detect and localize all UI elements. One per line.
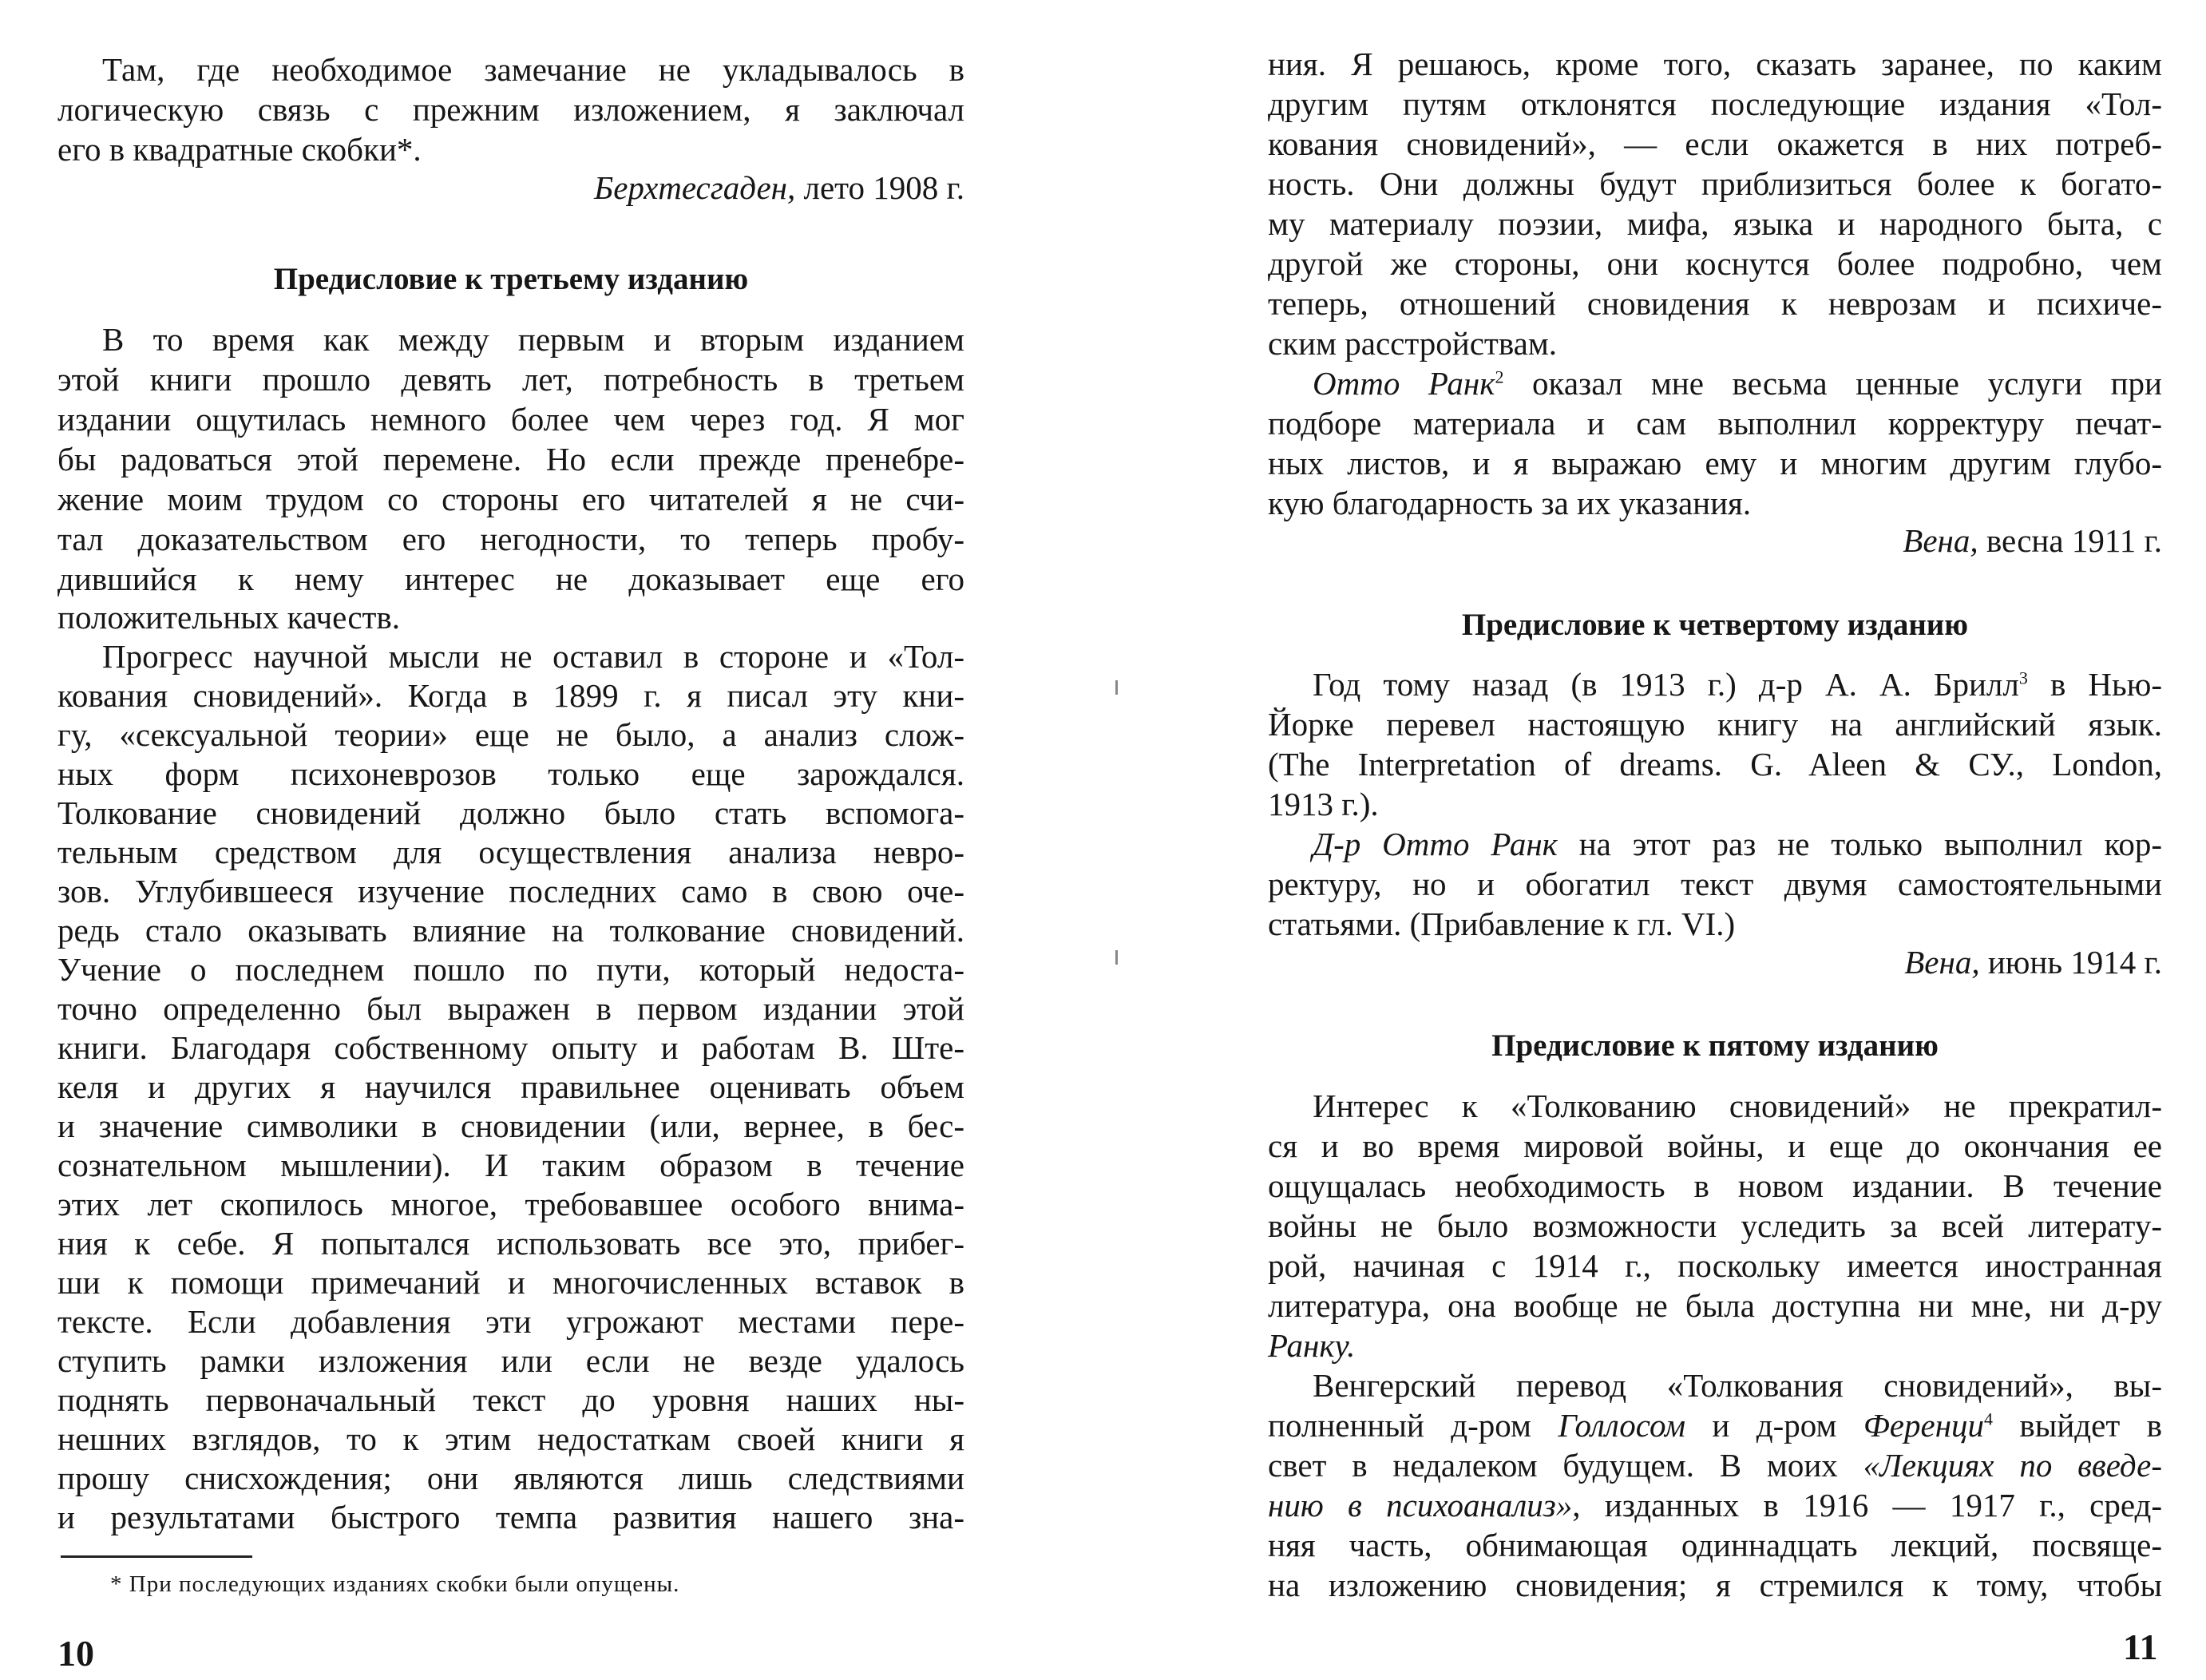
text-line: му материалу поэзии, мифа, языка и народного быта, с [1268,205,2162,242]
person-name: Ференци [1863,1407,1985,1444]
text-line: книги. Благодаря собственному опыту и работам В. Ште- [57,1029,964,1066]
text-line: ность. Они должны будут приблизиться более к богато- [1268,165,2162,202]
text-line: и результатами быстрого темпа развития нашего зна- [57,1499,964,1535]
text-line: положительных качеств. [57,599,401,636]
text-line: статьями. (Прибавление к гл. VI.) [1268,905,1736,942]
text-line: ши к помощи примечаний и многочисленных вставок в [57,1264,964,1301]
text-line: ния к себе. Я попытался использовать все это, прибег- [57,1225,964,1262]
page-number: 11 [2123,1627,2158,1667]
book-title: «Лекциях по введе- [1863,1447,2162,1484]
text-line: другой же стороны, они коснутся более подробно, чем [1268,245,2162,282]
footnote: * При последующих изданиях скобки были опущены. [110,1571,680,1597]
text-line: жение моим трудом со стороны его читателей я не счи- [57,481,964,517]
signature-place: Берхтесгаден, [594,169,796,206]
text-line: ных форм психоневрозов только еще зарождался. [57,755,964,792]
text-line: няя часть, обнимающая одиннадцать лекций, посвяще- [1268,1527,2162,1563]
text-line: его в квадратные скобки*. [57,131,422,168]
text-line: теперь, отношений сновидения к неврозам и психиче- [1268,285,2162,322]
text-line [1313,824,2162,864]
text-line: ощущалась необходимость в новом издании. В течение [1268,1167,2162,1204]
text-line: 1913 г.). [1268,786,1379,822]
text-line: Учение о последнем пошло по пути, который недоста- [57,951,964,988]
text-line: ступить рамки изложения или если не везде удалось [57,1342,964,1379]
right-page [1103,0,2206,1680]
person-name: Отто Ранк [1313,365,1495,402]
text-line: и значение символики в сновидении (или, вернее, в бес- [57,1107,964,1144]
text-line: тал доказательством его негодности, то теперь пробу- [57,521,964,557]
text-line: ния. Я решаюсь, кроме того, сказать заранее, по каким [1268,46,2162,82]
signature-date: июнь 1914 г. [1979,944,2162,981]
text-span: , изданных в 1916 — 1917 г., сред- [1572,1487,2162,1523]
text-line: подборе материала и сам выполнил корректуру печат- [1268,405,2162,442]
text-line: келя и других я научился правильнее оценивать объем [57,1068,964,1105]
signature-line [1268,521,2162,561]
text-span: свет в недалеком будущем. В моих [1268,1447,1863,1484]
text-line [1313,363,2162,403]
text-line: тельным средством для осуществления анализа невро- [57,834,964,870]
text-line: другим путям отклонятся последующие издания «Тол- [1268,85,2162,122]
book-title: нию в психоанализ» [1268,1487,1573,1523]
text-line: Толкование сновидений должно было стать вспомога- [57,794,964,831]
text-line: ским расстройствам. [1268,325,1558,362]
text-line: Там, где необходимое замечание не укладывалось в [102,51,964,88]
text-line: издании ощутилась немного более чем через год. Я мог [57,401,964,438]
text-line: гу, «сексуальной теории» еще не было, а анализ слож- [57,716,964,753]
footnote-rule [61,1555,252,1558]
text-line: кования сновидений». Когда в 1899 г. я писал эту кни- [57,677,964,714]
text-line: логическую связь с прежним изложением, я заключал [57,91,964,128]
text-line [1313,664,2162,704]
text-line: поднять первоначальный текст до уровня наших ны- [57,1381,964,1418]
signature-date: весна 1911 г. [1978,522,2162,559]
text-line: В то время как между первым и вторым изданием [102,321,964,358]
text-span: на этот раз не только выполнил кор- [1557,826,2162,862]
section-heading: Предисловие к четвертому изданию [1461,608,1969,642]
signature-place: Вена, [1903,522,1978,559]
text-line: точно определенно был выражен в первом издании этой [57,990,964,1027]
text-line: зов. Углубившееся изучение последних само в свою оче- [57,873,964,909]
text-span: выйдет в [1993,1407,2162,1444]
text-span: оказал мне весьма ценные услуги при [1503,365,2162,402]
person-name: Голлосом [1558,1407,1686,1444]
text-line: кую благодарность за их указания. [1268,485,1752,521]
text-line: ных листов, и я выражаю ему и многим другим глубо- [1268,445,2162,481]
signature-place: Вена, [1904,944,1980,981]
text-line: литература, она вообще не была доступна ни мне, ни д-ру [1268,1287,2162,1324]
text-span: полненный д-ром [1268,1407,1558,1444]
text-line: Венгерский перевод «Толкования сновидений», вы- [1313,1367,2162,1404]
section-heading: Предисловие к третьему изданию [273,262,749,296]
text-line: прошу снисхождения; они являются лишь следствиями [57,1460,964,1496]
signature-date: лето 1908 г. [795,169,964,206]
footnote-ref: 3 [2018,668,2028,688]
signature-line [57,168,964,208]
text-line: Ранку. [1268,1327,1356,1364]
text-line: тексте. Если добавления эти угрожают местами пере- [57,1303,964,1340]
footnote-ref: 4 [1984,1409,1994,1429]
text-line: Йорке перевел настоящую книгу на английский язык. [1268,706,2162,743]
text-line: ректуру, но и обогатил текст двумя самостоятельными [1268,866,2162,902]
footnote-ref: 2 [1495,367,1504,387]
text-line [1268,1485,2162,1525]
text-line: рой, начиная с 1914 г., поскольку имеется иностранная [1268,1247,2162,1284]
text-line: редь стало оказывать влияние на толкование сновидений. [57,912,964,949]
signature-line [1268,942,2162,982]
text-line: (The Interpretation of dreams. G. Aleen & СУ., London, [1268,746,2162,783]
text-line: нешних взглядов, то к этим недостаткам своей книги я [57,1420,964,1457]
text-line [1268,1405,2162,1445]
text-line: Прогресс научной мысли не оставил в стороне и «Тол- [102,638,964,675]
text-line: этих лет скопилось многое, требовавшее особого внима- [57,1186,964,1222]
section-heading: Предисловие к пятому изданию [1491,1028,1939,1063]
text-line: кования сновидений», — если окажется в них потреб- [1268,125,2162,162]
text-line [1268,1445,2162,1485]
person-name: Д-р Отто Ранк [1313,826,1558,862]
text-line: дившийся к нему интерес не доказывает еще его [57,561,964,597]
text-line: этой книги прошло девять лет, потребность в третьем [57,361,964,398]
text-span: Год тому назад (в 1913 г.) д-р А. А. Брилл [1313,666,2019,703]
text-line: на изложению сновидения; я стремился к тому, чтобы [1268,1567,2162,1603]
text-line: бы радоваться этой перемене. Но если прежде пренебре- [57,441,964,477]
text-line: сознательном мышлении). И таким образом в течение [57,1147,964,1183]
text-span: и д-ром [1685,1407,1863,1444]
text-line: войны не было возможности уследить за всей литерату- [1268,1207,2162,1244]
text-line: ся и во время мировой войны, и еще до окончания ее [1268,1127,2162,1164]
text-line: Интерес к «Толкованию сновидений» не прекратил- [1313,1088,2162,1124]
page-number: 10 [57,1633,94,1674]
text-span: в Нью- [2027,666,2162,703]
